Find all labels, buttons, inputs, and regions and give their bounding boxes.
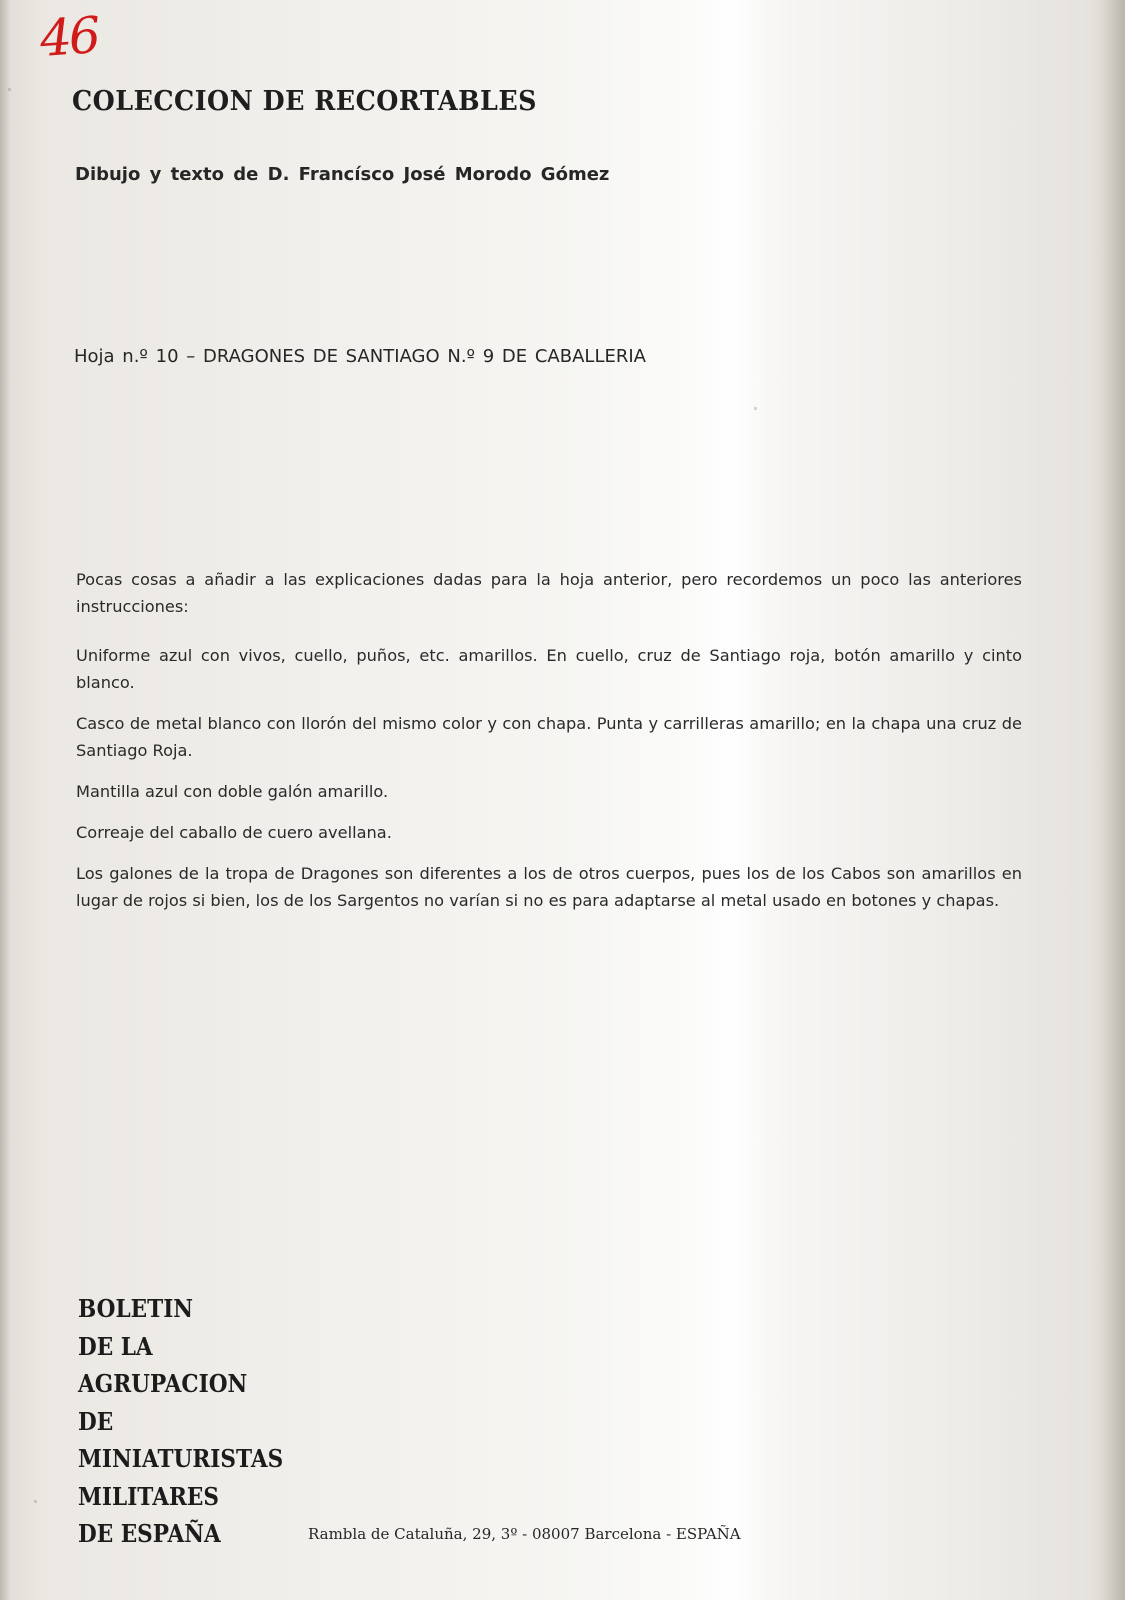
page-left-edge bbox=[0, 0, 9, 1600]
publisher-line: MINIATURISTAS bbox=[78, 1444, 284, 1473]
paragraph: Pocas cosas a añadir a las explicaciones dadas para la hoja anterior, pero recordemos un poco las anteriores instrucciones: bbox=[76, 570, 1022, 616]
sheet-title: Hoja n.º 10 – DRAGONES DE SANTIAGO N.º 9 DE CABALLERIA bbox=[74, 346, 646, 367]
publisher-line: BOLETIN bbox=[78, 1294, 194, 1323]
publisher-line: MILITARES bbox=[78, 1481, 219, 1511]
paragraph: Correaje del caballo de cuero avellana. bbox=[76, 823, 392, 842]
publisher-line: AGRUPACION bbox=[78, 1369, 248, 1398]
publisher-line: DE bbox=[78, 1406, 114, 1436]
handwritten-page-number: 46 bbox=[38, 6, 100, 68]
publisher-block bbox=[78, 1290, 283, 1553]
publisher-line: DE LA bbox=[78, 1331, 153, 1361]
publisher-line: DE ESPAÑA bbox=[78, 1519, 221, 1548]
paragraph: Uniforme azul con vivos, cuello, puños, etc. amarillos. En cuello, cruz de Santiago roja, botón amarillo y cinto blanco. bbox=[76, 646, 1022, 692]
paragraph: Casco de metal blanco con llorón del mismo color y con chapa. Punta y carrilleras amarillo; en la chapa una cruz de Santiago Roja. bbox=[76, 714, 1022, 760]
body-text bbox=[76, 566, 1022, 928]
scan-speck bbox=[34, 1500, 37, 1503]
credits-line: Dibujo y texto de D. Francísco José Morodo Gómez bbox=[75, 164, 610, 185]
page-right-edge bbox=[1103, 0, 1125, 1600]
scan-speck bbox=[754, 407, 757, 410]
publisher-address: Rambla de Cataluña, 29, 3º - 08007 Barcelona - ESPAÑA bbox=[308, 1525, 741, 1543]
collection-title: COLECCION DE RECORTABLES bbox=[72, 86, 537, 117]
scan-speck bbox=[8, 88, 11, 91]
paragraph: Mantilla azul con doble galón amarillo. bbox=[76, 782, 389, 801]
paragraph: Los galones de la tropa de Dragones son diferentes a los de otros cuerpos, pues los de los Cabos son amarillos en lugar de rojos si bien, los de los Sargentos no varían si no es para adaptarse al metal usado en botones y chapas. bbox=[76, 864, 1022, 910]
